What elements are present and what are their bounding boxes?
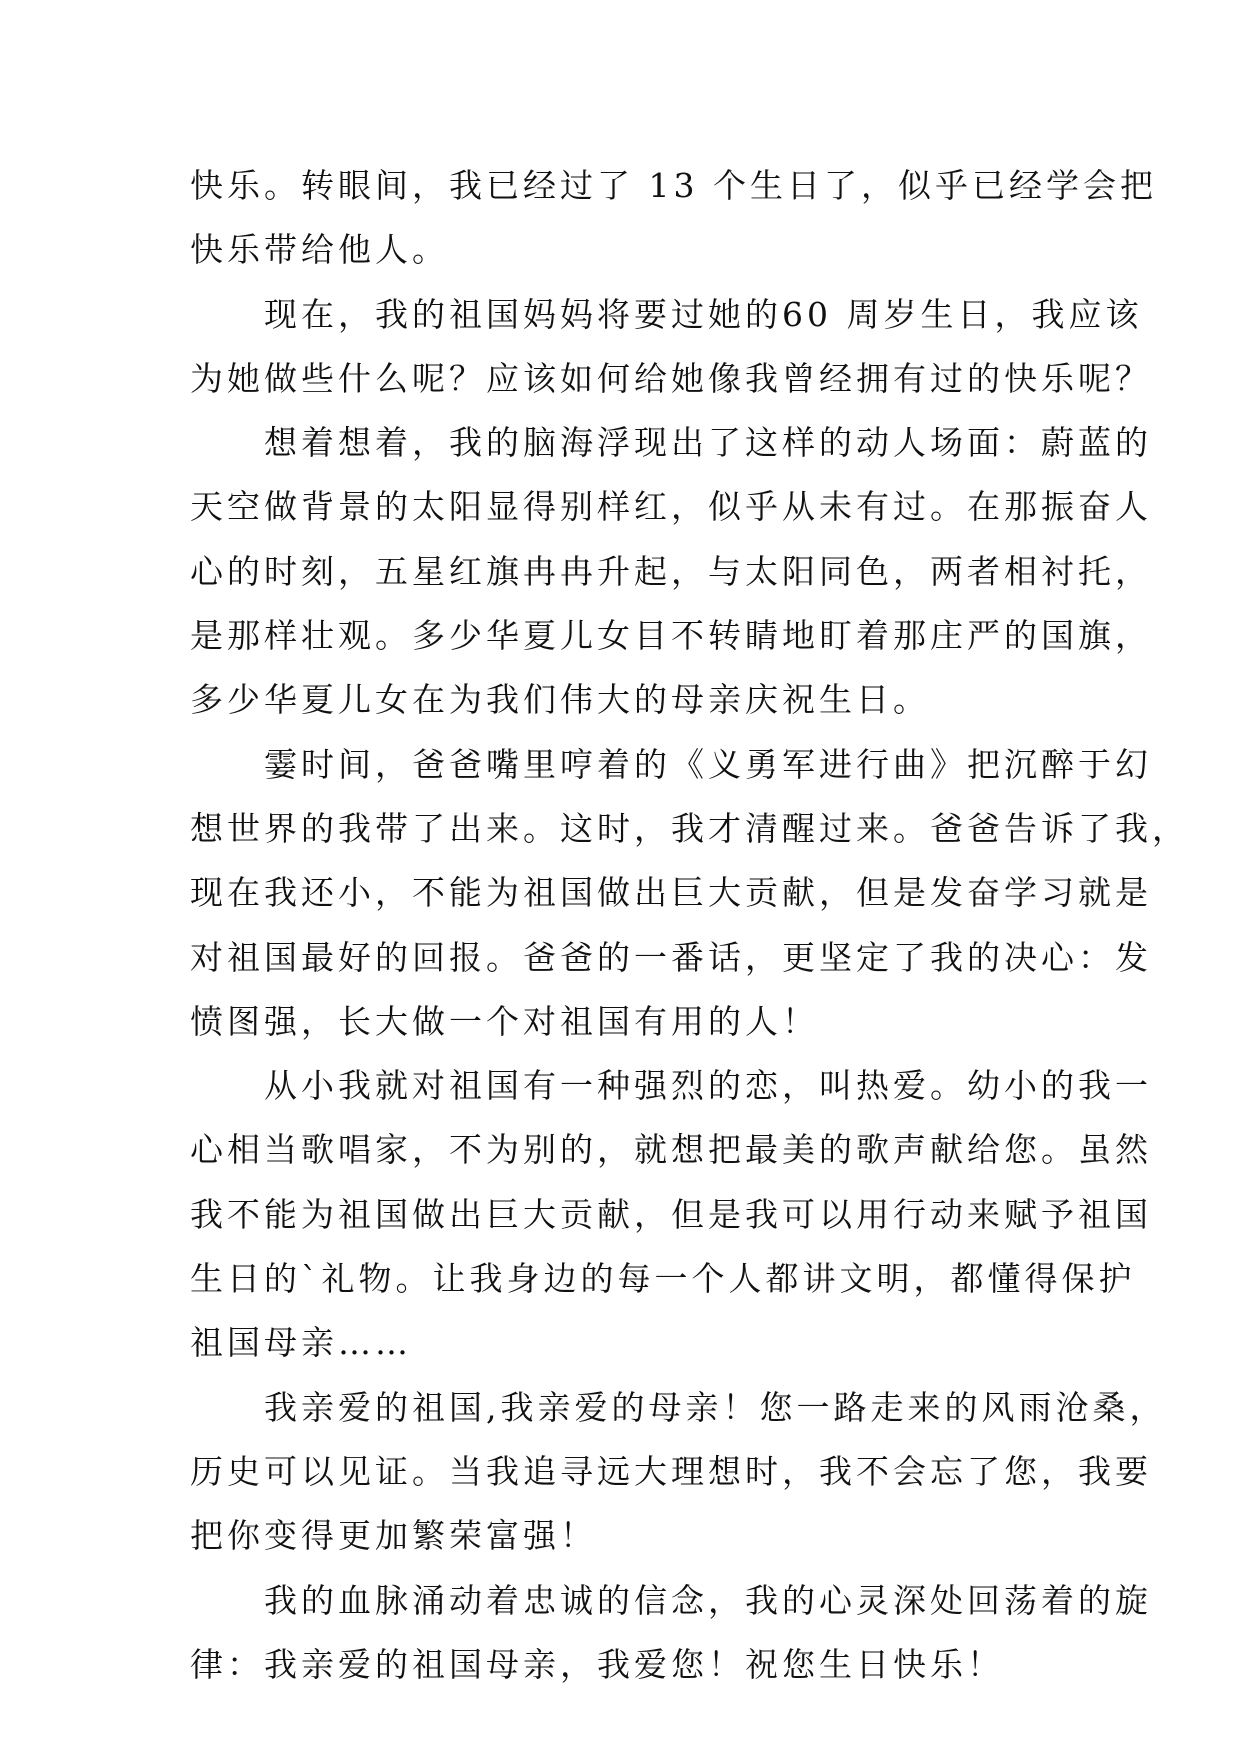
- text-line: 祖国母亲……: [190, 1323, 412, 1363]
- text-line: 快乐带给他人。: [190, 230, 449, 270]
- text-line: 我不能为祖国做出巨大贡献，但是我可以用行动来赋予祖国: [190, 1194, 1152, 1234]
- text-line: 多少华夏儿女在为我们伟大的母亲庆祝生日。: [190, 680, 930, 720]
- text-line: 愤图强，长大做一个对祖国有用的人！: [190, 1001, 819, 1041]
- text-line: 是那样壮观。多少华夏儿女目不转睛地盯着那庄严的国旗，: [190, 616, 1152, 656]
- text-line: 对祖国最好的回报。爸爸的一番话，更坚定了我的决心：发: [190, 937, 1152, 977]
- text-line: 生日的`礼物。让我身边的每一个人都讲文明，都懂得保护: [190, 1259, 1136, 1299]
- text-line: 快乐。转眼间，我已经过了 13 个生日了，似乎已经学会把: [190, 166, 1157, 205]
- text-line: 律：我亲爱的祖国母亲，我爱您！祝您生日快乐！: [190, 1644, 1004, 1684]
- text-line: 把你变得更加繁荣富强！: [190, 1516, 597, 1556]
- text-line: 现在我还小，不能为祖国做出巨大贡献，但是发奋学习就是: [190, 873, 1152, 913]
- text-line: 心相当歌唱家，不为别的，就想把最美的歌声献给您。虽然: [190, 1130, 1152, 1170]
- text-line: 历史可以见证。当我追寻远大理想时，我不会忘了您，我要: [190, 1451, 1152, 1491]
- text-line: 现在，我的祖国妈妈将要过她的60 周岁生日，我应该: [264, 294, 1143, 334]
- text-line: 从小我就对祖国有一种强烈的恋，叫热爱。幼小的我一: [264, 1066, 1152, 1106]
- text-line: 天空做背景的太阳显得别样红，似乎从未有过。在那振奋人: [190, 487, 1152, 527]
- text-line: 我的血脉涌动着忠诚的信念，我的心灵深处回荡着的旋: [264, 1580, 1152, 1620]
- text-line: 我亲爱的祖国,我亲爱的母亲！您一路走来的风雨沧桑，: [264, 1387, 1167, 1427]
- text-line: 想着想着，我的脑海浮现出了这样的动人场面：蔚蓝的: [264, 423, 1152, 463]
- essay-body: [190, 154, 1189, 1697]
- text-line: 想世界的我带了出来。这时，我才清醒过来。爸爸告诉了我，: [190, 808, 1189, 848]
- text-line: 为她做些什么呢？应该如何给她像我曾经拥有过的快乐呢？: [190, 358, 1152, 398]
- text-line: 心的时刻，五星红旗冉冉升起，与太阳同色，两者相衬托，: [190, 551, 1152, 591]
- text-line: 霎时间，爸爸嘴里哼着的《义勇军进行曲》把沉醉于幻: [264, 744, 1152, 784]
